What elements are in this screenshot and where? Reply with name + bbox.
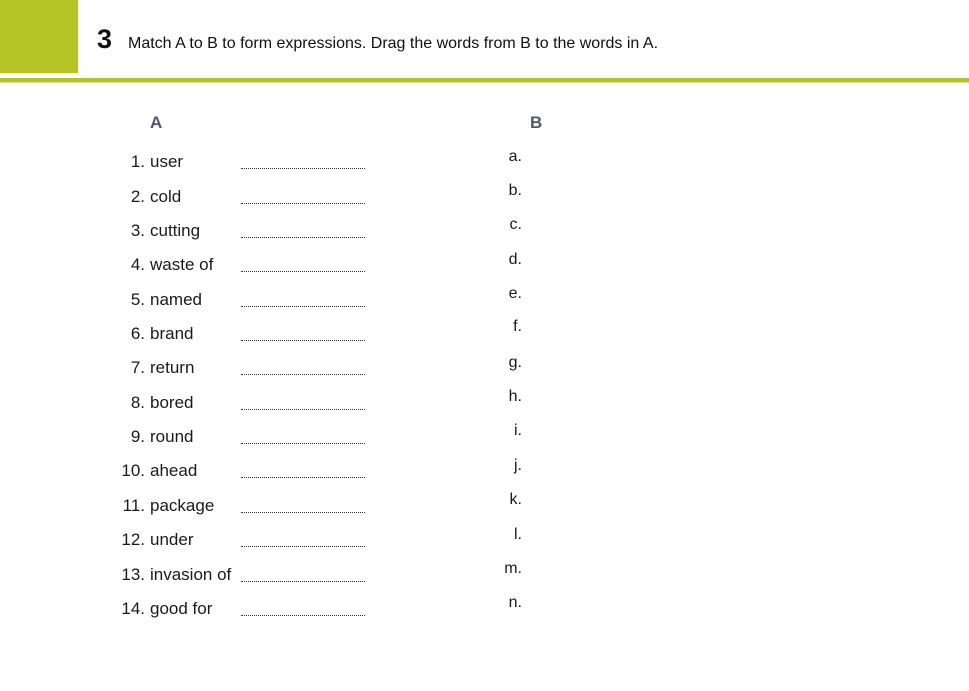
item-number: 8.: [130, 393, 145, 412]
column-a-item: [0, 324, 380, 348]
drop-target-blank[interactable]: [241, 615, 365, 616]
column-b-letter: e.: [508, 285, 522, 302]
item-word: bored: [150, 393, 194, 412]
drop-target-blank[interactable]: [241, 237, 365, 238]
drop-target-blank[interactable]: [241, 512, 365, 513]
column-a-item: [0, 152, 380, 176]
exercise-instruction: Match A to B to form expressions. Drag the words from B to the words in A.: [128, 35, 659, 52]
item-word: return: [150, 358, 195, 377]
item-number: 1.: [130, 152, 145, 171]
column-b-letter: j.: [514, 457, 522, 474]
item-number: 14.: [121, 599, 145, 618]
item-number: 6.: [130, 324, 145, 343]
item-word: waste of: [150, 255, 214, 274]
column-a-item: [0, 255, 380, 279]
column-a-item: [0, 393, 380, 417]
drop-target-blank[interactable]: [241, 203, 365, 204]
item-number: 5.: [130, 290, 145, 309]
item-word: cutting: [150, 221, 201, 240]
column-b-letter: b.: [508, 182, 522, 199]
column-b-letter: d.: [508, 251, 522, 268]
item-word: under: [150, 530, 194, 549]
column-a-item: [0, 530, 380, 554]
item-number: 2.: [130, 187, 145, 206]
item-word: good for: [150, 599, 213, 618]
item-number: 11.: [122, 496, 145, 515]
item-number: 7.: [130, 358, 145, 377]
column-a-item: [0, 187, 380, 211]
column-b-letter: a.: [508, 148, 522, 165]
drop-target-blank[interactable]: [241, 409, 365, 410]
item-word: round: [150, 427, 194, 446]
drop-target-blank[interactable]: [241, 546, 365, 547]
drop-target-blank[interactable]: [241, 340, 365, 341]
column-b-letter: m.: [504, 560, 522, 577]
column-a-item: [0, 599, 380, 623]
drop-target-blank[interactable]: [241, 306, 365, 307]
exercise-number: 3: [97, 24, 113, 54]
item-number: 13.: [121, 565, 145, 584]
item-word: cold: [150, 187, 182, 206]
item-number: 12.: [121, 530, 145, 549]
item-word: user: [150, 152, 184, 171]
column-b-heading: B: [530, 113, 543, 132]
column-b-letter: f.: [513, 318, 522, 335]
column-b-letter: i.: [514, 422, 522, 439]
column-b-letter: g.: [508, 354, 522, 371]
item-word: invasion of: [150, 565, 232, 584]
column-a-item: [0, 565, 380, 589]
drop-target-blank[interactable]: [241, 168, 365, 169]
column-a-item: [0, 358, 380, 382]
column-b-letter: c.: [509, 216, 522, 233]
column-a-item: [0, 496, 380, 520]
column-a-item: [0, 290, 380, 314]
drop-target-blank[interactable]: [241, 443, 365, 444]
item-word: package: [150, 496, 215, 515]
drop-target-blank[interactable]: [241, 581, 365, 582]
header-accent-block: [0, 0, 78, 73]
column-a-item: [0, 221, 380, 245]
item-word: ahead: [150, 461, 198, 480]
column-a-item: [0, 461, 380, 485]
item-word: named: [150, 290, 202, 309]
column-b-letter: h.: [508, 388, 522, 405]
item-number: 3.: [130, 221, 145, 240]
header-divider-shadow: [0, 82, 969, 83]
column-a-item: [0, 427, 380, 451]
item-number: 4.: [130, 255, 145, 274]
item-word: brand: [150, 324, 194, 343]
drop-target-blank[interactable]: [241, 374, 365, 375]
column-b-letter: n.: [508, 594, 522, 611]
column-a-heading: A: [150, 113, 163, 132]
drop-target-blank[interactable]: [241, 271, 365, 272]
item-number: 9.: [130, 427, 145, 446]
column-b-letter: k.: [509, 491, 522, 508]
column-b-letter: l.: [514, 526, 522, 543]
item-number: 10.: [121, 461, 145, 480]
drop-target-blank[interactable]: [241, 477, 365, 478]
